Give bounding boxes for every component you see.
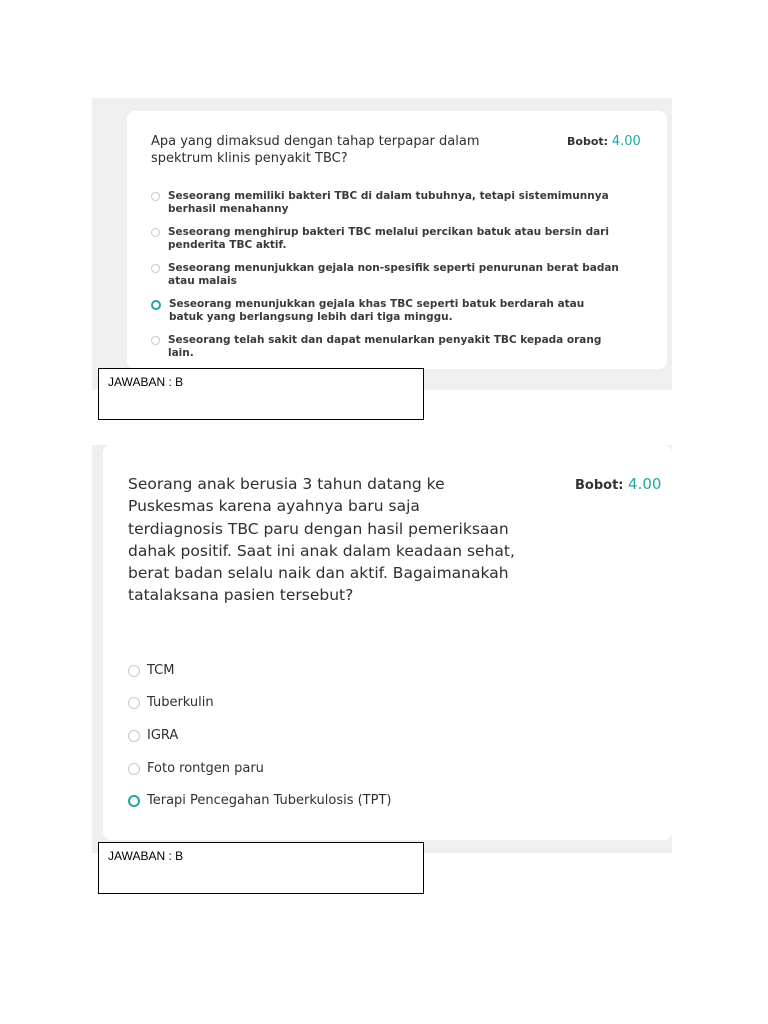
q2-option-c[interactable] [128,728,178,744]
weight-label: Bobot: [567,135,609,148]
radio-button-selected[interactable] [128,795,140,807]
option-label: Foto rontgen paru [147,761,264,776]
q1-option-c[interactable] [151,262,621,288]
radio-button[interactable] [151,228,160,237]
radio-button[interactable] [151,192,160,201]
answer-text: JAWABAN : B [108,849,184,863]
q1-option-e[interactable] [151,334,621,360]
weight-value: 4.00 [628,475,662,493]
option-label: Seseorang memiliki bakteri TBC di dalam tubuhnya, tetapi sistemimunnya berhasil menahanny [168,190,609,215]
radio-button[interactable] [128,763,140,775]
question-2-weight [575,475,661,493]
answer-box-1 [98,368,424,420]
option-label: Terapi Pencegahan Tuberkulosis (TPT) [147,793,392,808]
option-label: Seseorang menunjukkan gejala khas TBC seperti batuk berdarah atau batuk yang berlangsung lebih dari tiga minggu. [169,298,585,323]
radio-button-selected[interactable] [151,300,161,310]
option-label: Seseorang telah sakit dan dapat menularkan penyakit TBC kepada orang lain. [168,334,602,359]
question-1-text: Apa yang dimaksud dengan tahap terpapar dalam spektrum klinis penyakit TBC? [151,134,480,166]
q2-option-d[interactable] [128,761,264,777]
weight-value: 4.00 [611,134,641,149]
q2-option-a[interactable] [128,663,174,679]
option-label: TCM [147,663,175,678]
option-label: IGRA [147,728,179,743]
answer-box-2 [98,842,424,894]
q1-option-a[interactable] [151,190,621,216]
radio-button[interactable] [151,264,160,273]
radio-button[interactable] [128,730,140,742]
option-label: Seseorang menghirup bakteri TBC melalui percikan batuk atau bersin dari penderita TBC aktif. [168,226,609,251]
question-1-weight [567,134,641,149]
option-label: Tuberkulin [147,695,214,710]
q2-option-b[interactable] [128,695,214,711]
radio-button[interactable] [128,697,140,709]
answer-text: JAWABAN : B [108,375,184,389]
q1-option-d[interactable] [151,298,621,324]
q1-option-b[interactable] [151,226,621,252]
weight-label: Bobot: [575,478,624,493]
radio-button[interactable] [151,336,160,345]
radio-button[interactable] [128,665,140,677]
q2-option-e[interactable] [128,793,391,809]
option-label: Seseorang menunjukkan gejala non-spesifik seperti penurunan berat badan atau malais [168,262,619,287]
question-2-text: Seorang anak berusia 3 tahun datang ke Puskesmas karena ayahnya baru saja terdiagnosis TBC paru dengan hasil pemeriksaan dahak positif. Saat ini anak dalam keadaan sehat, berat badan selalu naik dan aktif. Bagaimanakah tatalaksana pasien tersebut? [128,475,515,605]
